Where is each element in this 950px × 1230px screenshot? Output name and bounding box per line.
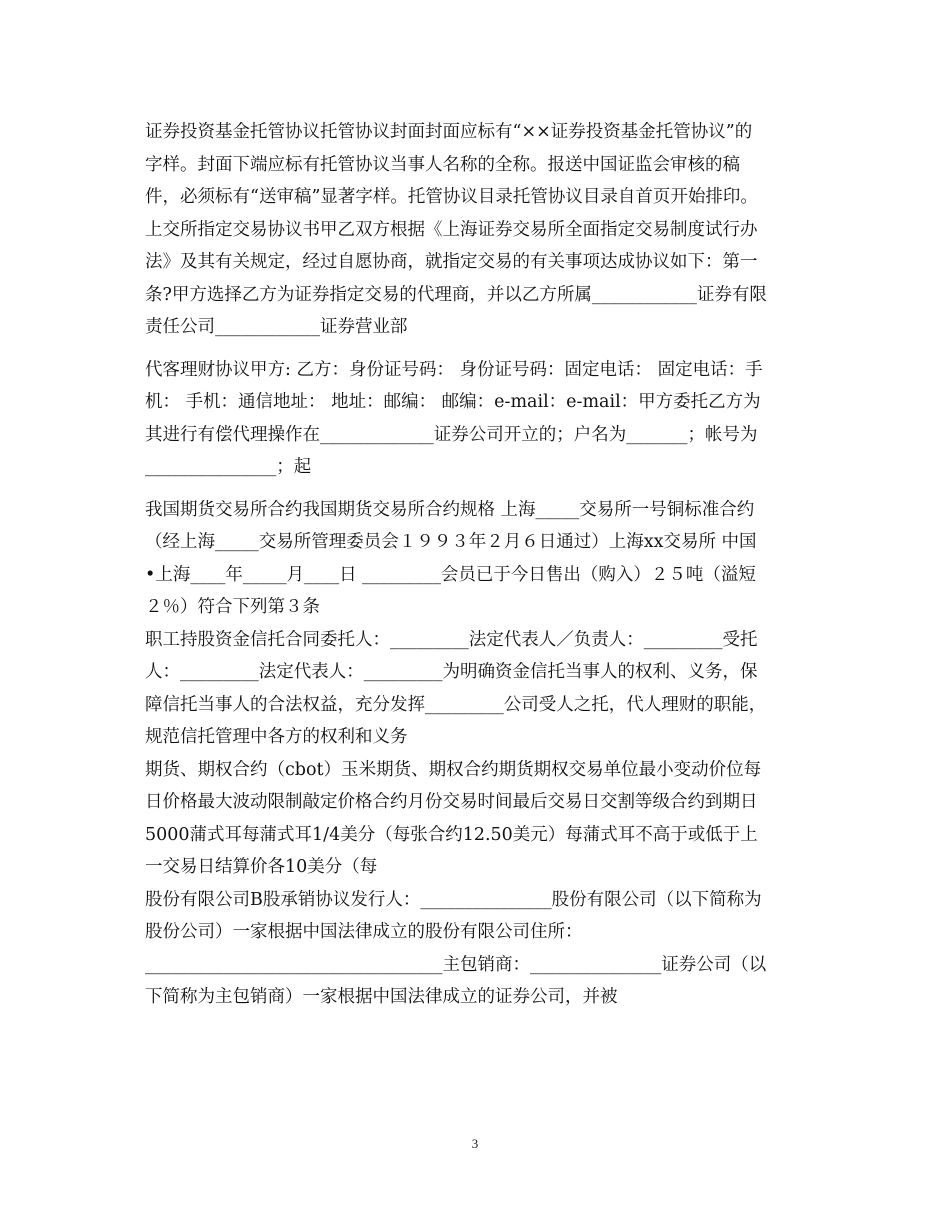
paragraph-fund-custody — [145, 116, 815, 214]
text-line: 5000蒲式耳每蒲式耳1/4美分（每张合约12.50美元）每蒲式耳不高于或低于上 — [145, 824, 758, 845]
text-line: _______________；起 — [145, 457, 312, 477]
text-line: 我国期货交易所合约我国期货交易所合约规格 上海_____交易所一号铜标准合约 — [145, 499, 755, 520]
text-line: 上交所指定交易协议书甲乙双方根据《上海证券交易所全面指定交易制度试行办 — [145, 219, 758, 240]
text-line: 证券投资基金托管协议托管协议封面封面应标有“××证券投资基金托管协议”的 — [145, 122, 753, 142]
paragraph-underwriting — [145, 884, 815, 1014]
text-line: 人：_________法定代表人：_________为明确资金信托当事人的权利、义务，保 — [145, 662, 758, 682]
text-line: 机： 手机：通信地址： 地址：邮编： 邮编：e-mail：e-mail：甲方委托乙方为 — [145, 392, 761, 412]
text-line: __________________________________主包销商：_______________证券公司（以 — [145, 954, 767, 975]
text-line: 股份公司）一家根据中国法律成立的股份有限公司住所： — [145, 922, 583, 942]
text-line: （经上海_____交易所管理委员会１９９３年２月６日通过）上海xx交易所 中国 — [145, 532, 757, 552]
text-line: 障信托当事人的合法权益，充分发挥_________公司受人之托，代人理财的职能， — [145, 694, 767, 715]
text-line: 字样。封面下端应标有托管协议当事人名称的全称。报送中国证监会审核的稿 — [145, 154, 740, 175]
text-line: 条?甲方选择乙方为证券指定交易的代理商，并以乙方所属____________证券有限 — [145, 284, 767, 305]
text-line: ２％）符合下列第３条 — [145, 597, 320, 617]
paragraph-options-contract — [145, 754, 815, 884]
paragraph-futures-contract — [145, 494, 815, 624]
text-line: 代客理财协议甲方: 乙方：身份证号码： 身份证号码：固定电话： 固定电话：手 — [145, 359, 763, 380]
text-line: 其进行有偿代理操作在_____________证券公司开立的；户名为_______；帐号为 — [145, 424, 758, 445]
text-line: 日价格最大波动限制敲定价格合约月份交易时间最后交易日交割等级合约到期日 — [145, 792, 758, 812]
text-line: 下简称为主包销商）一家根据中国法律成立的证券公司，并被 — [145, 987, 618, 1007]
text-line: 一交易日结算价各10美分（每 — [145, 857, 378, 877]
text-line: 股份有限公司B股承销协议发行人：_______________股份有限公司（以下简称为 — [145, 889, 762, 910]
page-number: 3 — [471, 1136, 479, 1151]
text-line: 件，必须标有“送审稿”显著字样。托管协议目录托管协议目录自首页开始排印。 — [145, 187, 758, 207]
text-line: •上海____年_____月____日 _________会员已于今日售出（购入）２５吨（溢短 — [145, 564, 756, 585]
text-line: 法》及其有关规定，经过自愿协商，就指定交易的有关事项达成协议如下：第一 — [145, 252, 758, 272]
text-line: 期货、期权合约（cbot）玉米期货、期权合约期货期权交易单位最小变动价位每 — [145, 759, 762, 780]
paragraph-wealth-management — [145, 354, 815, 484]
text-line: 职工持股资金信托合同委托人：_________法定代表人／负责人：_________受托 — [145, 629, 758, 650]
paragraph-designated-trading — [145, 214, 815, 344]
text-line: 规范信托管理中各方的权利和义务 — [145, 727, 408, 747]
paragraph-trust-contract — [145, 624, 815, 754]
text-line: 责任公司____________证券营业部 — [145, 317, 408, 337]
document-body — [145, 116, 815, 1014]
